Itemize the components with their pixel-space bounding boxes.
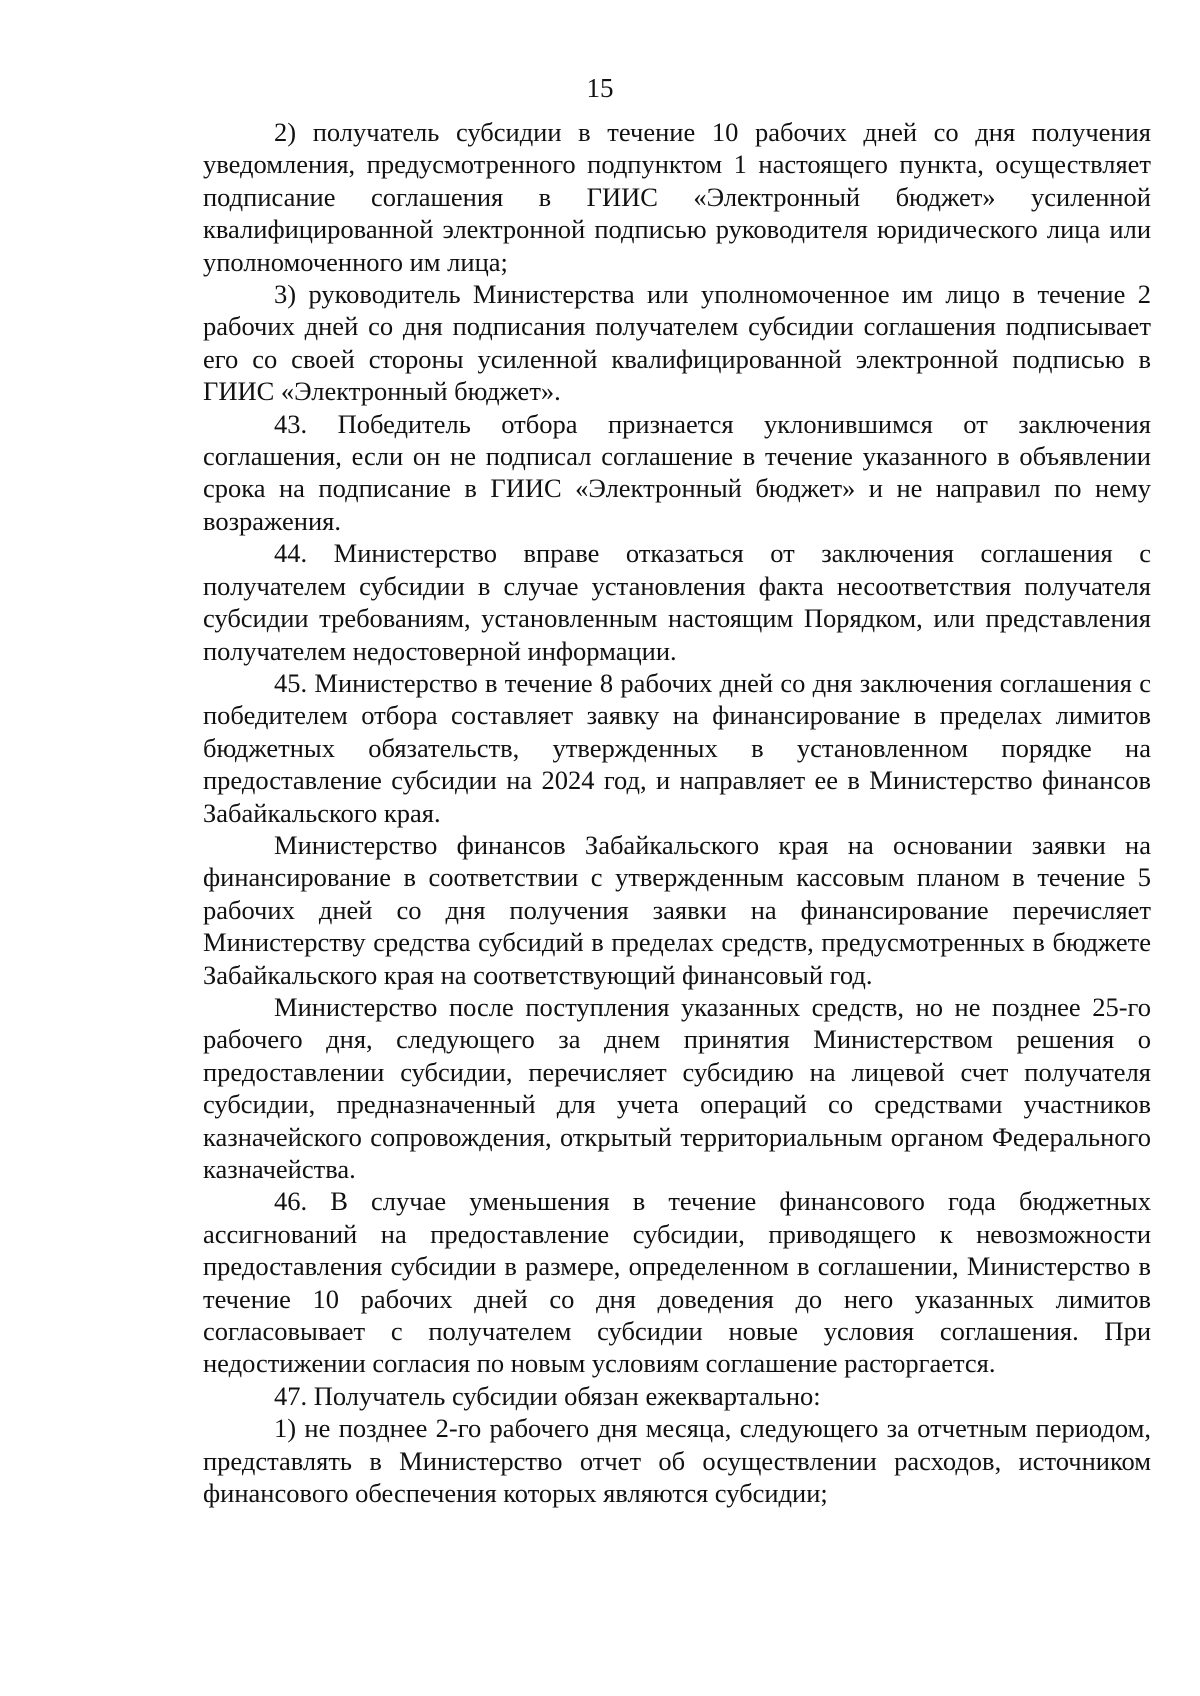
paragraph-47-item-1: 1) не позднее 2-го рабочего дня месяца, следующего за отчетным периодом, представлять в Министерство отчет об осуществлении расходов, источником финансового обеспечения которых являются субсидии; [203, 1413, 1151, 1509]
paragraph-43: 43. Победитель отбора признается уклонившимся от заключения соглашения, если он не подписал соглашение в течение указанного в объявлении срока на подписание в ГИИС «Электронный бюджет» и не направил по нему возражения. [203, 408, 1151, 536]
paragraph-45: 45. Министерство в течение 8 рабочих дней со дня заключения соглашения с победителем отбора составляет заявку на финансирование в пределах лимитов бюджетных обязательств, утвержденных в установленном порядке на предоставление субсидии на 2024 год, и направляет ее в Министерство финансов Забайкальского края. [203, 667, 1151, 828]
paragraph-47: 47. Получатель субсидии обязан ежеквартально: [274, 1380, 821, 1411]
paragraph-45-transfer: Министерство после поступления указанных средств, но не позднее 25-го рабочего дня, следующего за днем принятия Министерством решения о предоставлении субсидии, перечисляет субсидию на лицевой счет получателя субсидии, предназначенный для учета операций со средствами участников казначейского сопровождения, открытый территориальным органом Федерального казначейства. [203, 991, 1151, 1184]
paragraph-44: 44. Министерство вправе отказаться от заключения соглашения с получателем субсидии в случае установления факта несоответствия получателя субсидии требованиям, установленным настоящим Порядком, или представления получателем недостоверной информации. [203, 538, 1151, 666]
page-number: 15 [586, 73, 614, 103]
paragraph-item-2-signing: 2) получатель субсидии в течение 10 рабочих дней со дня получения уведомления, предусмотренного подпунктом 1 настоящего пункта, осуществляет подписание соглашения в ГИИС «Электронный бюджет» усиленной квалифицированной электронной подписью руководителя юридического лица или уполномоченного им лица; [203, 117, 1151, 277]
paragraph-item-3-minister-signing: 3) руководитель Министерства или уполномоченное им лицо в течение 2 рабочих дней со дня подписания получателем субсидии соглашения подписывает его со своей стороны усиленной квалифицированной электронной подписью в ГИИС «Электронный бюджет». [203, 279, 1151, 407]
paragraph-46: 46. В случае уменьшения в течение финансового года бюджетных ассигнований на предоставление субсидии, приводящего к невозможности предоставления субсидии в размере, определенном в соглашении, Министерство в течение 10 рабочих дней со дня доведения до него указанных лимитов согласовывает с получателем субсидии новые условия соглашения. При недостижении согласия по новым условиям соглашение расторгается. [203, 1186, 1151, 1379]
paragraph-45-finance-ministry: Министерство финансов Забайкальского края на основании заявки на финансирование в соответствии с утвержденным кассовым планом в течение 5 рабочих дней со дня получения заявки на финансирование перечисляет Министерству средства субсидий в пределах средств, предусмотренных в бюджете Забайкальского края на соответствующий финансовый год. [203, 829, 1151, 990]
document-body [203, 116, 1151, 1509]
